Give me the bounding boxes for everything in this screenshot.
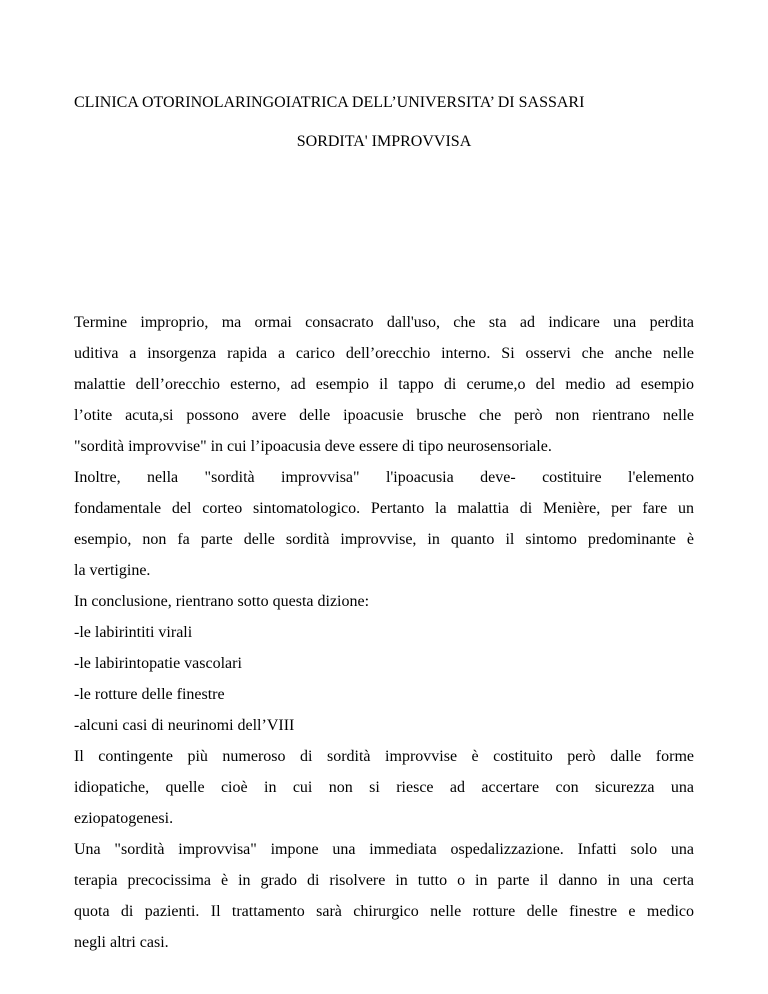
paragraph-line: Inoltre, nella "sordità improvvisa" l'ipoacusia deve- costituire l'elemento — [74, 469, 694, 486]
paragraph-line: negli altri casi. — [74, 934, 169, 951]
paragraph-line: Termine improprio, ma ormai consacrato dall'uso, che sta ad indicare una perdita — [74, 314, 694, 331]
paragraph-line: quota di pazienti. Il trattamento sarà chirurgico nelle rotture delle finestre e medico — [74, 903, 694, 920]
document-title: SORDITA' IMPROVVISA — [296, 133, 472, 150]
list-item: -le rotture delle finestre — [74, 686, 225, 703]
paragraph-line: eziopatogenesi. — [74, 810, 174, 827]
paragraph-line: "sordità improvvise" in cui l’ipoacusia deve essere di tipo neurosensoriale. — [74, 438, 552, 455]
list-item: -le labirintopatie vascolari — [74, 655, 242, 672]
paragraph-line: fondamentale del corteo sintomatologico. Pertanto la malattia di Menière, per fare un — [74, 500, 694, 517]
paragraph-line: malattie dell’orecchio esterno, ad esempio il tappo di cerume,o del medio ad esempio — [74, 376, 694, 393]
paragraph-line: idiopatiche, quelle cioè in cui non si riesce ad accertare con sicurezza una — [74, 779, 694, 796]
paragraph-line: Il contingente più numeroso di sordità improvvise è costituito però dalle forme — [74, 748, 694, 765]
paragraph-line: esempio, non fa parte delle sordità improvvise, in quanto il sintomo predominante è — [74, 531, 694, 548]
paragraph-line: la vertigine. — [74, 562, 151, 579]
paragraph-line: uditiva a insorgenza rapida a carico dell’orecchio interno. Si osservi che anche nelle — [74, 345, 694, 362]
paragraph-line: terapia precocissima è in grado di risolvere in tutto o in parte il danno in una certa — [74, 872, 694, 889]
paragraph-line: Una "sordità improvvisa" impone una immediata ospedalizzazione. Infatti solo una — [74, 841, 694, 858]
list-item: -le labirintiti virali — [74, 624, 193, 641]
paragraph-line: In conclusione, rientrano sotto questa dizione: — [74, 593, 370, 610]
list-item: -alcuni casi di neurinomi dell’VIII — [74, 717, 295, 734]
institution-heading: CLINICA OTORINOLARINGOIATRICA DELL’UNIVERSITA’ DI SASSARI — [74, 94, 585, 111]
paragraph-line: l’otite acuta,si possono avere delle ipoacusie brusche che però non rientrano nelle — [74, 407, 694, 424]
